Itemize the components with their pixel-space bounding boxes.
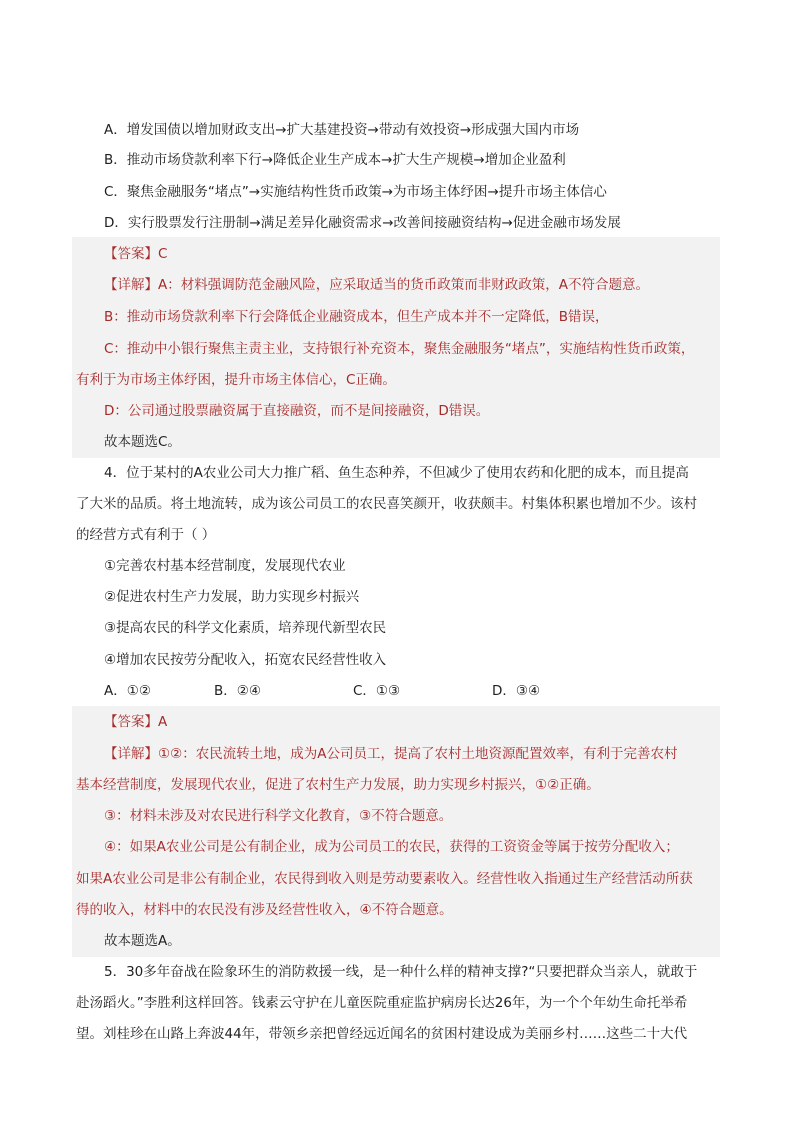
q4-item-1: ①完善农村基本经营制度，发展现代农业 xyxy=(104,558,346,574)
q4-item-3: ③提高农民的科学文化素质，培养现代新型农民 xyxy=(104,620,387,636)
q3-option-c: C．聚焦金融服务“堵点”→实施结构性货币政策→为市场主体纾困→提升市场主体信心 xyxy=(104,184,607,200)
q4-choice-a: A．①② xyxy=(104,683,151,699)
q4-conclusion: 故本题选A。 xyxy=(104,933,181,949)
q3-option-a: A．增发国债以增加财政支出→扩大基建投资→带动有效投资→形成强大国内市场 xyxy=(104,122,580,138)
q4-answer: 【答案】A xyxy=(104,714,168,730)
q4-choice-c: C．①③ xyxy=(353,683,401,699)
q4-choice-b: B．②④ xyxy=(214,683,261,699)
q4-explain-line: 基本经营制度，发展现代农业，促进了农村生产力发展，助力实现乡村振兴，①②正确。 xyxy=(76,777,600,793)
q3-explain-line: 【详解】A：材料强调防范金融风险，应采取适当的货币政策而非财政政策，A不符合题意。 xyxy=(104,277,649,293)
q3-answer: 【答案】C xyxy=(104,246,168,262)
q3-option-b: B．推动市场贷款利率下行→降低企业生产成本→扩大生产规模→增加企业盈利 xyxy=(104,152,566,168)
q3-explain-line: D：公司通过股票融资属于直接融资，而不是间接融资，D错误。 xyxy=(104,403,490,419)
q3-option-d: D．实行股票发行注册制→满足差异化融资需求→改善间接融资结构→促进金融市场发展 xyxy=(104,215,621,231)
q4-stem-line: 4．位于某村的A农业公司大力推广稻、鱼生态种养，不但减少了使用农药和化肥的成本，而且提高 xyxy=(104,465,689,481)
q4-explain-line: 得的收入，材料中的农民没有涉及经营性收入，④不符合题意。 xyxy=(76,902,453,918)
q5-stem-line: 5．30多年奋战在险象环生的消防救援一线，是一种什么样的精神支撑?“只要把群众当亲人，就敢于 xyxy=(104,964,698,980)
q4-item-4: ④增加农民按劳分配收入，拓宽农民经营性收入 xyxy=(104,652,387,668)
q3-explain-line: 有利于为市场主体纾困，提升市场主体信心，C正确。 xyxy=(76,372,396,388)
q3-explain-line: C：推动中小银行聚焦主责主业，支持银行补充资本，聚焦金融服务“堵点”，实施结构性货币政策， xyxy=(104,341,695,357)
q5-stem-line: 望。刘桂珍在山路上奔波44年，带领乡亲把曾经远近闻名的贫困村建设成为美丽乡村……这些二十大代 xyxy=(76,1026,688,1042)
q3-conclusion: 故本题选C。 xyxy=(104,434,181,450)
q4-item-2: ②促进农村生产力发展，助力实现乡村振兴 xyxy=(104,589,360,605)
q4-stem-line: 的经营方式有利于（ ） xyxy=(76,527,216,543)
q5-stem-line: 赴汤蹈火。”李胜利这样回答。钱素云守护在儿童医院重症监护病房长达26年，为一个个年幼生命托举希 xyxy=(76,995,688,1011)
q4-explain-line: ④：如果A农业公司是公有制企业，成为公司员工的农民，获得的工资资金等属于按劳分配收入； xyxy=(104,839,679,855)
q4-explain-line: ③：材料未涉及对农民进行科学文化教育，③不符合题意。 xyxy=(104,808,453,824)
q4-explain-line: 如果A农业公司是非公有制企业，农民得到收入则是劳动要素收入。经营性收入指通过生产经营活动所获 xyxy=(76,871,693,887)
q4-stem-line: 了大米的品质。将土地流转，成为该公司员工的农民喜笑颜开，收获颇丰。村集体积累也增加不少。该村 xyxy=(76,496,697,512)
q4-choice-d: D．③④ xyxy=(492,683,541,699)
q3-explain-line: B：推动市场贷款利率下行会降低企业融资成本，但生产成本并不一定降低，B错误， xyxy=(104,309,609,325)
q4-explain-line: 【详解】①②：农民流转土地，成为A公司员工，提高了农村土地资源配置效率，有利于完善农村 xyxy=(104,746,678,762)
